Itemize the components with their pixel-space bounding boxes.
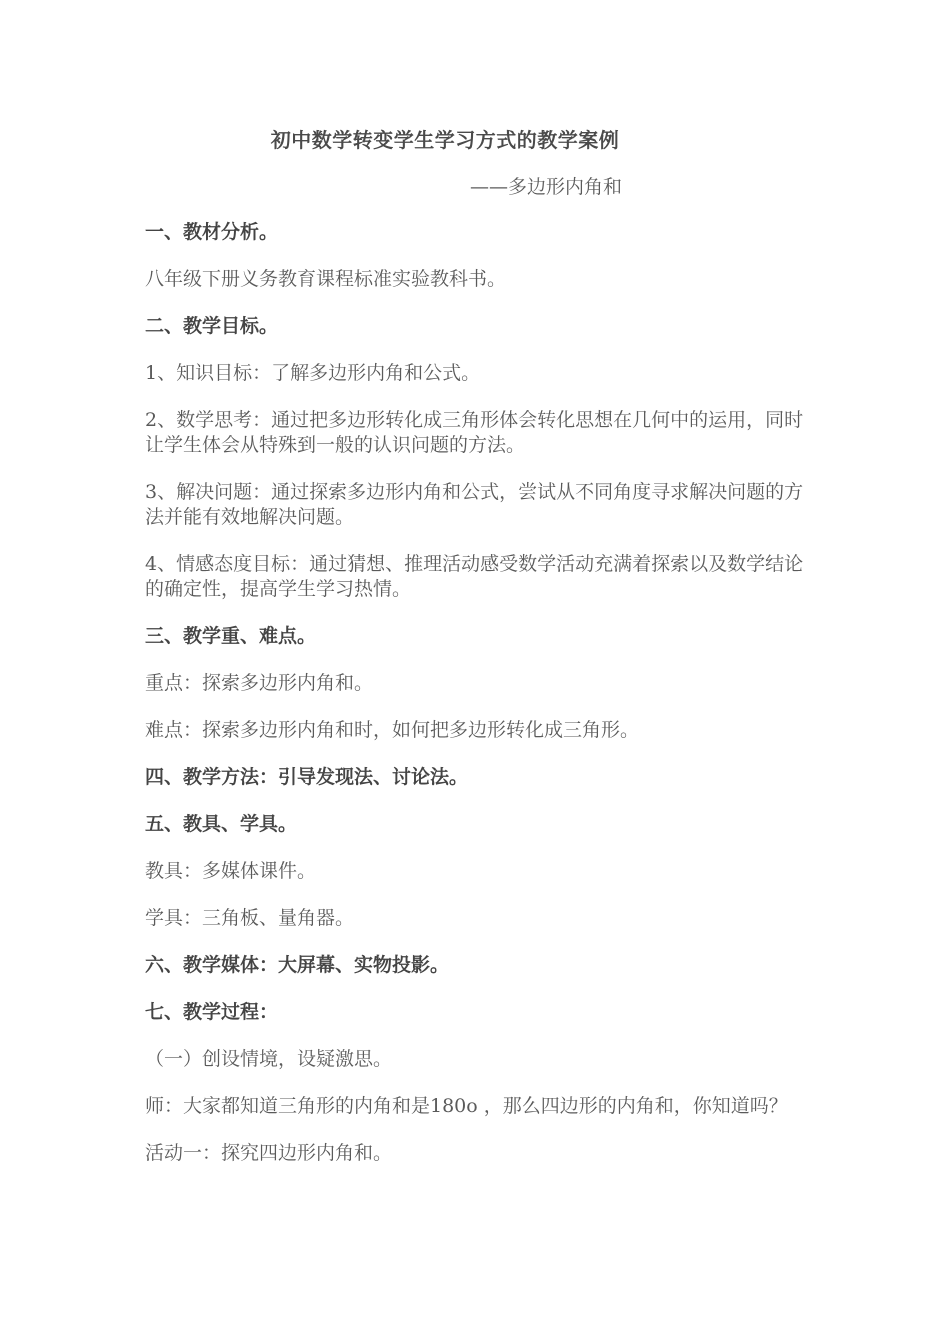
section-heading-objectives: 二、教学目标。: [145, 315, 279, 337]
paragraph-materials: 八年级下册义务教育课程标准实验教科书。: [145, 268, 507, 290]
objective-attitude: 4、情感态度目标：通过猜想、推理活动感受数学活动充满着探索以及数学结论的确定性，提高学生学习热情。: [145, 553, 804, 600]
key-point: 重点：探索多边形内角和。: [145, 672, 374, 694]
section-heading-methods: 四、教学方法：引导发现法、讨论法。: [145, 766, 469, 788]
document-subtitle: ——多边形内角和: [470, 176, 623, 198]
objective-problem-solving: 3、解决问题：通过探索多边形内角和公式，尝试从不同角度寻求解决问题的方法并能有效地解决问题。: [145, 481, 804, 528]
objective-knowledge: 1、知识目标：了解多边形内角和公式。: [145, 362, 481, 384]
objective-thinking: 2、数学思考：通过把多边形转化成三角形体会转化思想在几何中的运用，同时让学生体会从特殊到一般的认识问题的方法。: [145, 409, 804, 456]
teacher-question: 师：大家都知道三角形的内角和是180o ，那么四边形的内角和，你知道吗？: [145, 1095, 788, 1117]
activity-one: 活动一：探究四边形内角和。: [145, 1142, 393, 1164]
section-heading-tools: 五、教具、学具。: [145, 813, 298, 835]
process-step-1: （一）创设情境，设疑激思。: [145, 1048, 393, 1070]
section-heading-media: 六、教学媒体：大屏幕、实物投影。: [145, 954, 450, 976]
document-body: [145, 220, 810, 1188]
teacher-tools: 教具：多媒体课件。: [145, 860, 317, 882]
document-title: 初中数学转变学生学习方式的教学案例: [270, 128, 620, 152]
difficult-point: 难点：探索多边形内角和时，如何把多边形转化成三角形。: [145, 719, 640, 741]
section-heading-process: 七、教学过程：: [145, 1001, 279, 1023]
section-heading-materials: 一、教材分析。: [145, 221, 279, 243]
section-heading-key-points: 三、教学重、难点。: [145, 625, 317, 647]
student-tools: 学具：三角板、量角器。: [145, 907, 355, 929]
